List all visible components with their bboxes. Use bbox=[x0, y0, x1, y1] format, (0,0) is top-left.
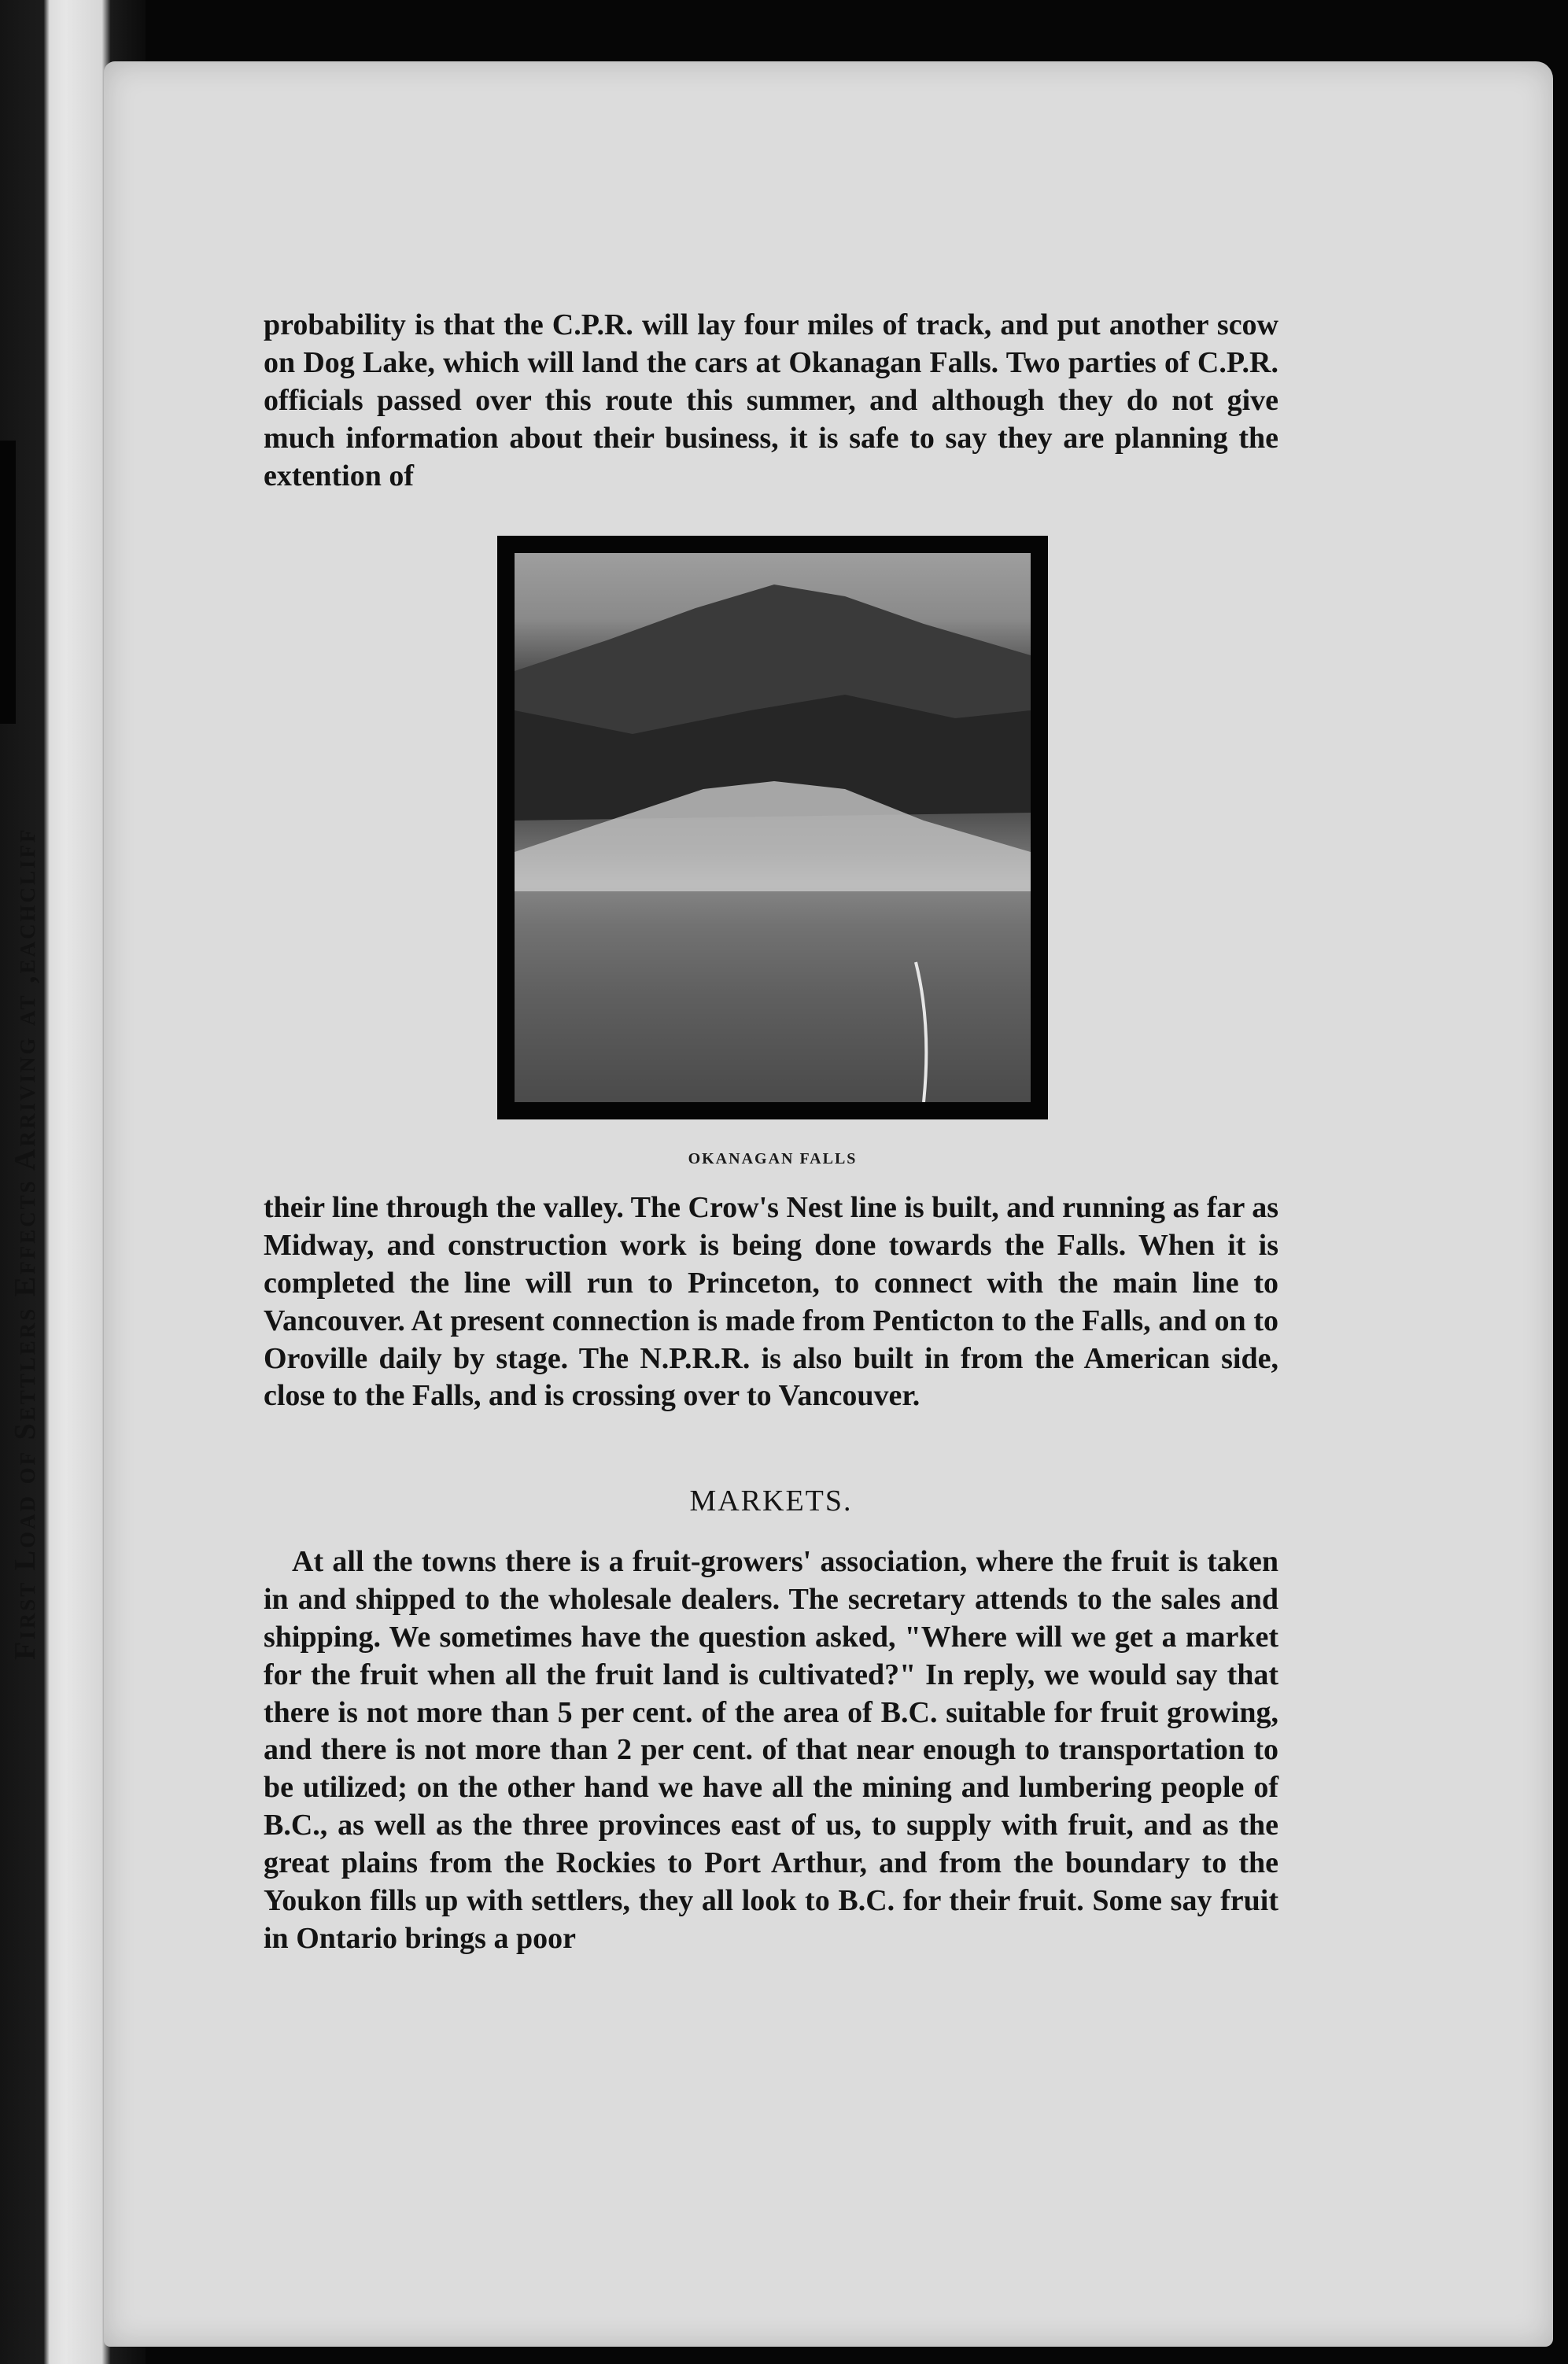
photo-frame bbox=[497, 536, 1048, 1119]
top-text-block bbox=[264, 307, 1278, 495]
figure-caption: OKANAGAN FALLS bbox=[688, 1150, 858, 1167]
paragraph-middle: their line through the valley. The Crow's Nest line is built, and running as far as Midway, and construction work is being done towards the Falls. When it is completed the line will run to Princeton, to connect with the main line to Vancouver. At present connection is made from Penticton to the Falls, and on to Oroville daily by stage. The N.P.R.R. is also built in from the American side, close to the Falls, and is crossing over to Vancouver. bbox=[264, 1191, 1278, 1413]
okanagan-falls-photo bbox=[515, 553, 1031, 1102]
section-heading-markets: MARKETS. bbox=[689, 1484, 853, 1518]
landscape-image bbox=[515, 553, 1031, 1102]
paragraph-top: probability is that the C.P.R. will lay four miles of track, and put another scow on Dog Lake, which will land the cars at Okanagan Falls. Two parties of C.P.R. officials passed over this route this summer, and although they do not give much information about their business, it is safe to say they are planning the extention of bbox=[264, 308, 1278, 492]
side-photo-caption: First Load of Settlers Effects Arriving at ,eachcliff bbox=[9, 827, 42, 1660]
markets-text-block bbox=[264, 1543, 1278, 1958]
paragraph-markets: At all the towns there is a fruit-growers' association, where the fruit is taken in and shipped to the wholesale dealers. The secretary attends to the sales and shipping. We sometimes have the question asked, "Where will we get a market for the fruit when all the fruit land is cultivated?" In reply, we would say that there is not more than 5 per cent. of the area of B.C. suitable for fruit growing, and there is not more than 2 per cent. of that near enough to transportation to be utilized; on the other hand we have all the mining and lumbering people of B.C., as well as the three provinces east of us, to supply with fruit, and as the great plains from the Rockies to Port Arthur, and from the boundary to the Youkon fills up with settlers, they all look to B.C. for their fruit. Some say fruit in Ontario brings a poor bbox=[264, 1545, 1278, 1955]
middle-text-block bbox=[264, 1189, 1278, 1415]
